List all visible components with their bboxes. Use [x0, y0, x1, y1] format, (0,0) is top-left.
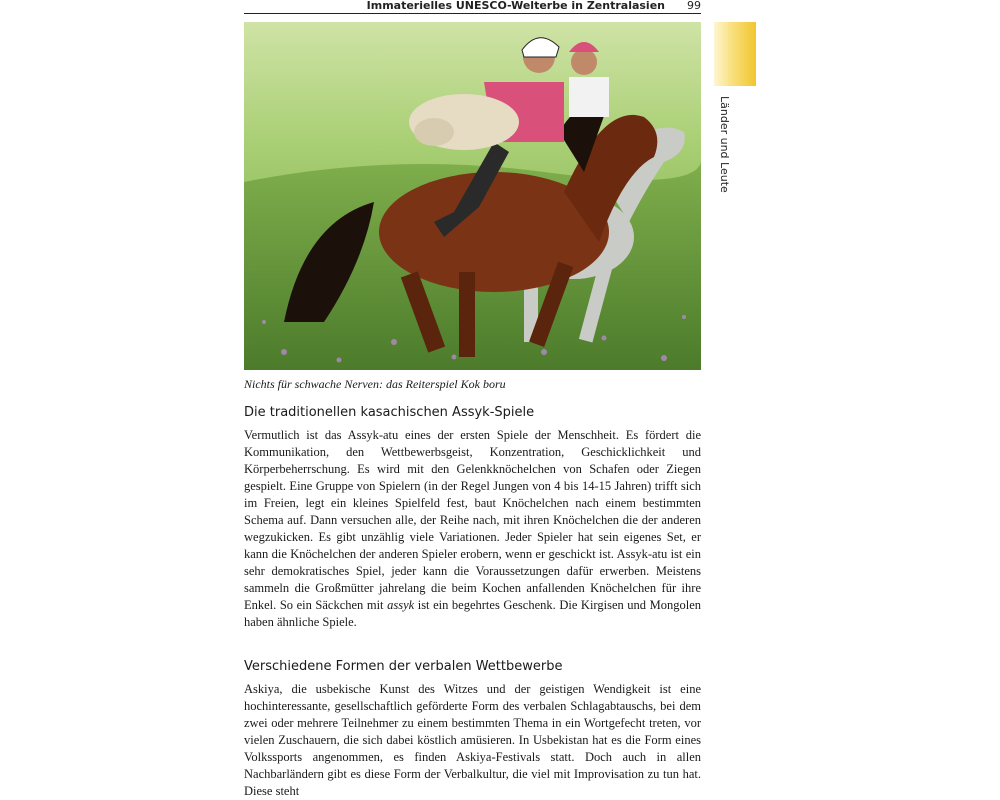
photo-kok-boru — [244, 22, 701, 370]
running-title: Immaterielles UNESCO-Welterbe in Zentralasien — [366, 0, 665, 12]
chapter-side-label: Länder und Leute — [718, 96, 731, 193]
paragraph-assyk — [244, 427, 701, 631]
italic-term-assyk: assyk — [387, 598, 415, 612]
chapter-tab-marker — [714, 22, 756, 86]
goat-carcass — [409, 94, 519, 150]
section-heading-verbal: Verschiedene Formen der verbalen Wettbewerbe — [244, 659, 563, 674]
paragraph-askiya: Askiya, die usbekische Kunst des Witzes und der geistigen Wendigkeit ist eine hochinteressante, gesellschaftlich geförderte Form des verbalen Schlagabtauschs, bei dem zwei oder mehrere Teilnehmer zu einem bestimmten Thema in ein Wortgefecht treten, vor vielen Zuschauern, die sich dabei köstlich amüsieren. In Usbekistan hat es die Form eines Volkssports angenommen, es finden Askiya-Festivals statt. Doch auch in allen Nachbarländern gibt es diese Form der Verbalkultur, die viel mit Improvisation zu tun hat. Diese steht — [244, 682, 701, 798]
photo-caption: Nichts für schwache Nerven: das Reiterspiel Kok boru — [244, 377, 506, 391]
paragraph-assyk-part2: ist ein begehrtes Geschenk. Die Kirgisen und Mongolen haben ähnliche Spiele. — [244, 598, 701, 629]
running-header — [244, 0, 701, 14]
paragraph-assyk-part1: Vermutlich ist das Assyk-atu eines der ersten Spiele der Menschheit. Es fördert die Kommunikation, den Wettbewerbsgeist, Konzentration, Geschicklichkeit und Körperbeherrschung. Es wird mit den Gelenkknöchelchen von Schafen oder Ziegen gespielt. Eine Gruppe von Spielern (in der Regel Jungen von 4 bis 14-15 Jahren) trifft sich im Freien, legt ein kleines Spielfeld fest, baut Knöchelchen nach einem bestimmten Schema auf. Dann versuchen alle, der Reihe nach, mit ihren Knöchelchen die der anderen wegzukicken. Es gibt unzählig viele Variationen. Jeder Spieler hat sein eigenes Set, er kann die Knöchelchen der anderen Spieler erobern, wenn er geschickt ist. Assyk-atu ist ein sehr demokratisches Spiel, jeder kann die Voraussetzungen dafür erwerben. Meistens sammeln die Großmütter jahrelang die beim Kochen anfallenden Knöchelchen für ihre Enkel. So ein Säckchen mit — [244, 428, 701, 612]
page-number: 99 — [687, 0, 701, 12]
section-heading-assyk: Die traditionellen kasachischen Assyk-Spiele — [244, 405, 535, 420]
